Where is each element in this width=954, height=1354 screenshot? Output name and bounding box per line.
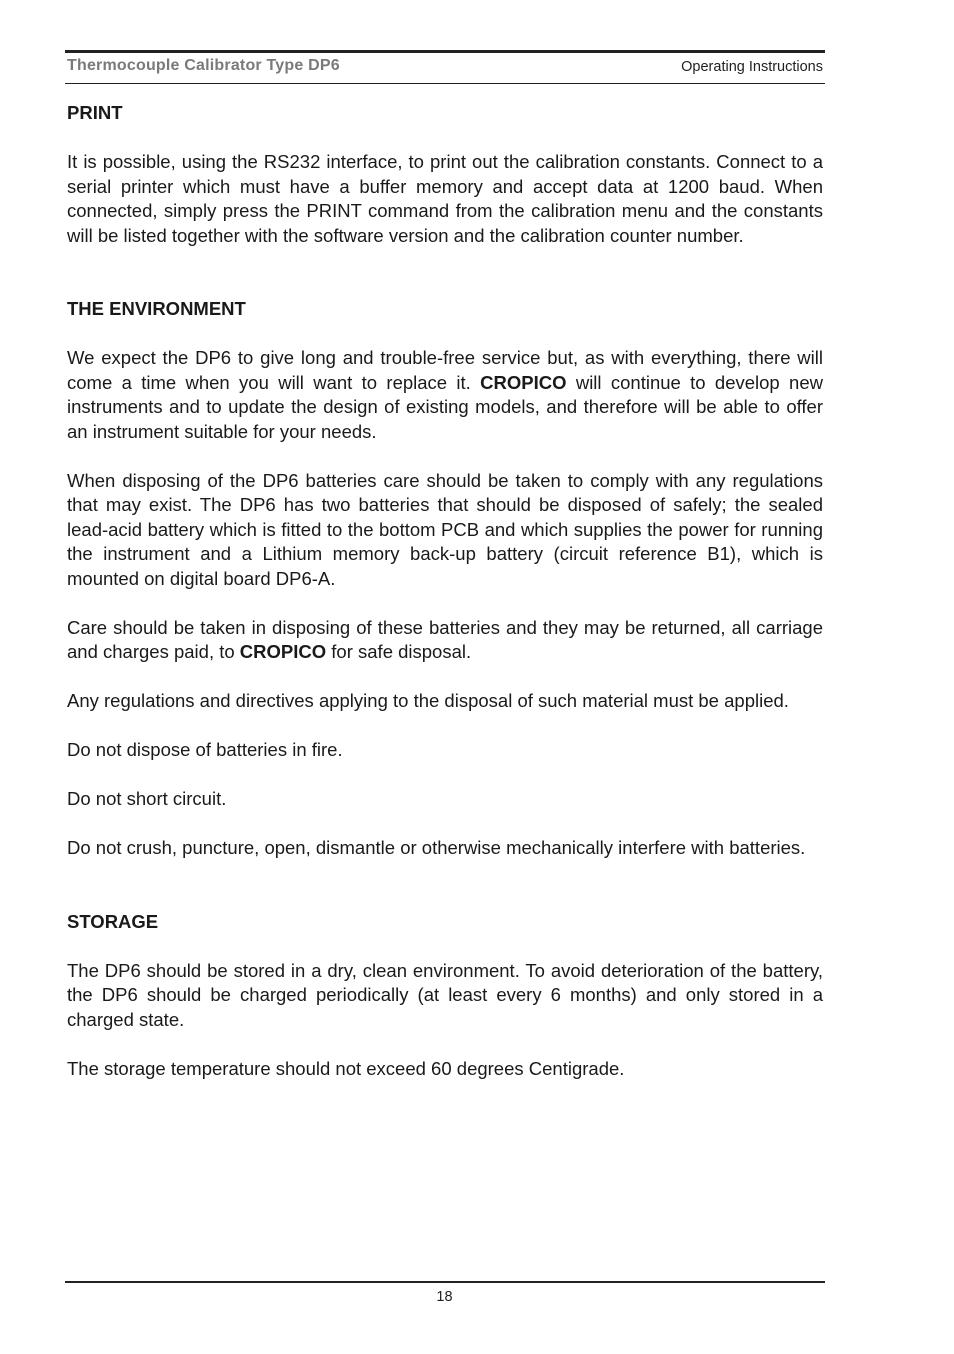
header-section-label: Operating Instructions bbox=[681, 59, 823, 75]
heading-environment: THE ENVIRONMENT bbox=[67, 298, 246, 319]
heading-storage: STORAGE bbox=[67, 910, 159, 932]
header-top-rule bbox=[65, 50, 825, 53]
environment-paragraph-6: Do not short circuit. bbox=[67, 788, 227, 809]
header-document-title: Thermocouple Calibrator Type DP6 bbox=[67, 57, 340, 74]
storage-paragraph-1: The DP6 should be stored in a dry, clean environment. To avoid deterioration of the battery, the DP6 should be charged periodically (at least every 6 months) and only stored in a charged state. bbox=[67, 959, 823, 1030]
page-number: 18 bbox=[436, 1289, 453, 1305]
footer-rule bbox=[65, 1281, 825, 1283]
environment-paragraph-3 bbox=[67, 616, 823, 665]
brand-name-cropico: CROPICO bbox=[480, 371, 567, 393]
storage-paragraph-2: The storage temperature should not exceed 60 degrees Centigrade. bbox=[67, 1057, 625, 1079]
print-paragraph: It is possible, using the RS232 interface, to print out the calibration constants. Connect to a serial printer which must have a buffer memory and accept data at 1200 baud. When connected, simply press the PRINT command from the calibration menu and the constants will be listed together with the software version and the calibration counter number. bbox=[67, 151, 823, 246]
environment-paragraph-7: Do not crush, puncture, open, dismantle or otherwise mechanically interfere with batteries. bbox=[67, 837, 806, 858]
environment-p3-text-b: for safe disposal. bbox=[326, 641, 472, 662]
environment-paragraph-4: Any regulations and directives applying to the disposal of such material must be applied. bbox=[67, 690, 789, 711]
heading-print: PRINT bbox=[67, 102, 123, 123]
environment-paragraph-2: When disposing of the DP6 batteries care should be taken to comply with any regulations that may exist. The DP6 has two batteries that should be disposed of safely; the sealed lead-acid battery which is fitted to the bottom PCB and which supplies the power for running the instrument and a Lithium memory back-up battery (circuit reference B1), which is mounted on digital board DP6-A. bbox=[67, 469, 823, 589]
environment-p1-text-b: will continue to develop new instruments and to update the design of existing models, and therefore will be able to offer an instrument suitable for your needs. bbox=[67, 371, 823, 442]
brand-name-cropico: CROPICO bbox=[239, 641, 327, 662]
header-bottom-rule bbox=[65, 83, 825, 84]
page-content bbox=[67, 101, 823, 1081]
environment-paragraph-5: Do not dispose of batteries in fire. bbox=[67, 739, 343, 760]
environment-p1-text-a: We expect the DP6 to give long and trouble-free service but, as with everything, there will come a time when you will want to replace it. bbox=[67, 347, 823, 393]
environment-paragraph-1 bbox=[67, 346, 823, 444]
environment-p3-text-a: Care should be taken in disposing of these batteries and they may be returned, all carriage and charges paid, to bbox=[67, 616, 823, 662]
